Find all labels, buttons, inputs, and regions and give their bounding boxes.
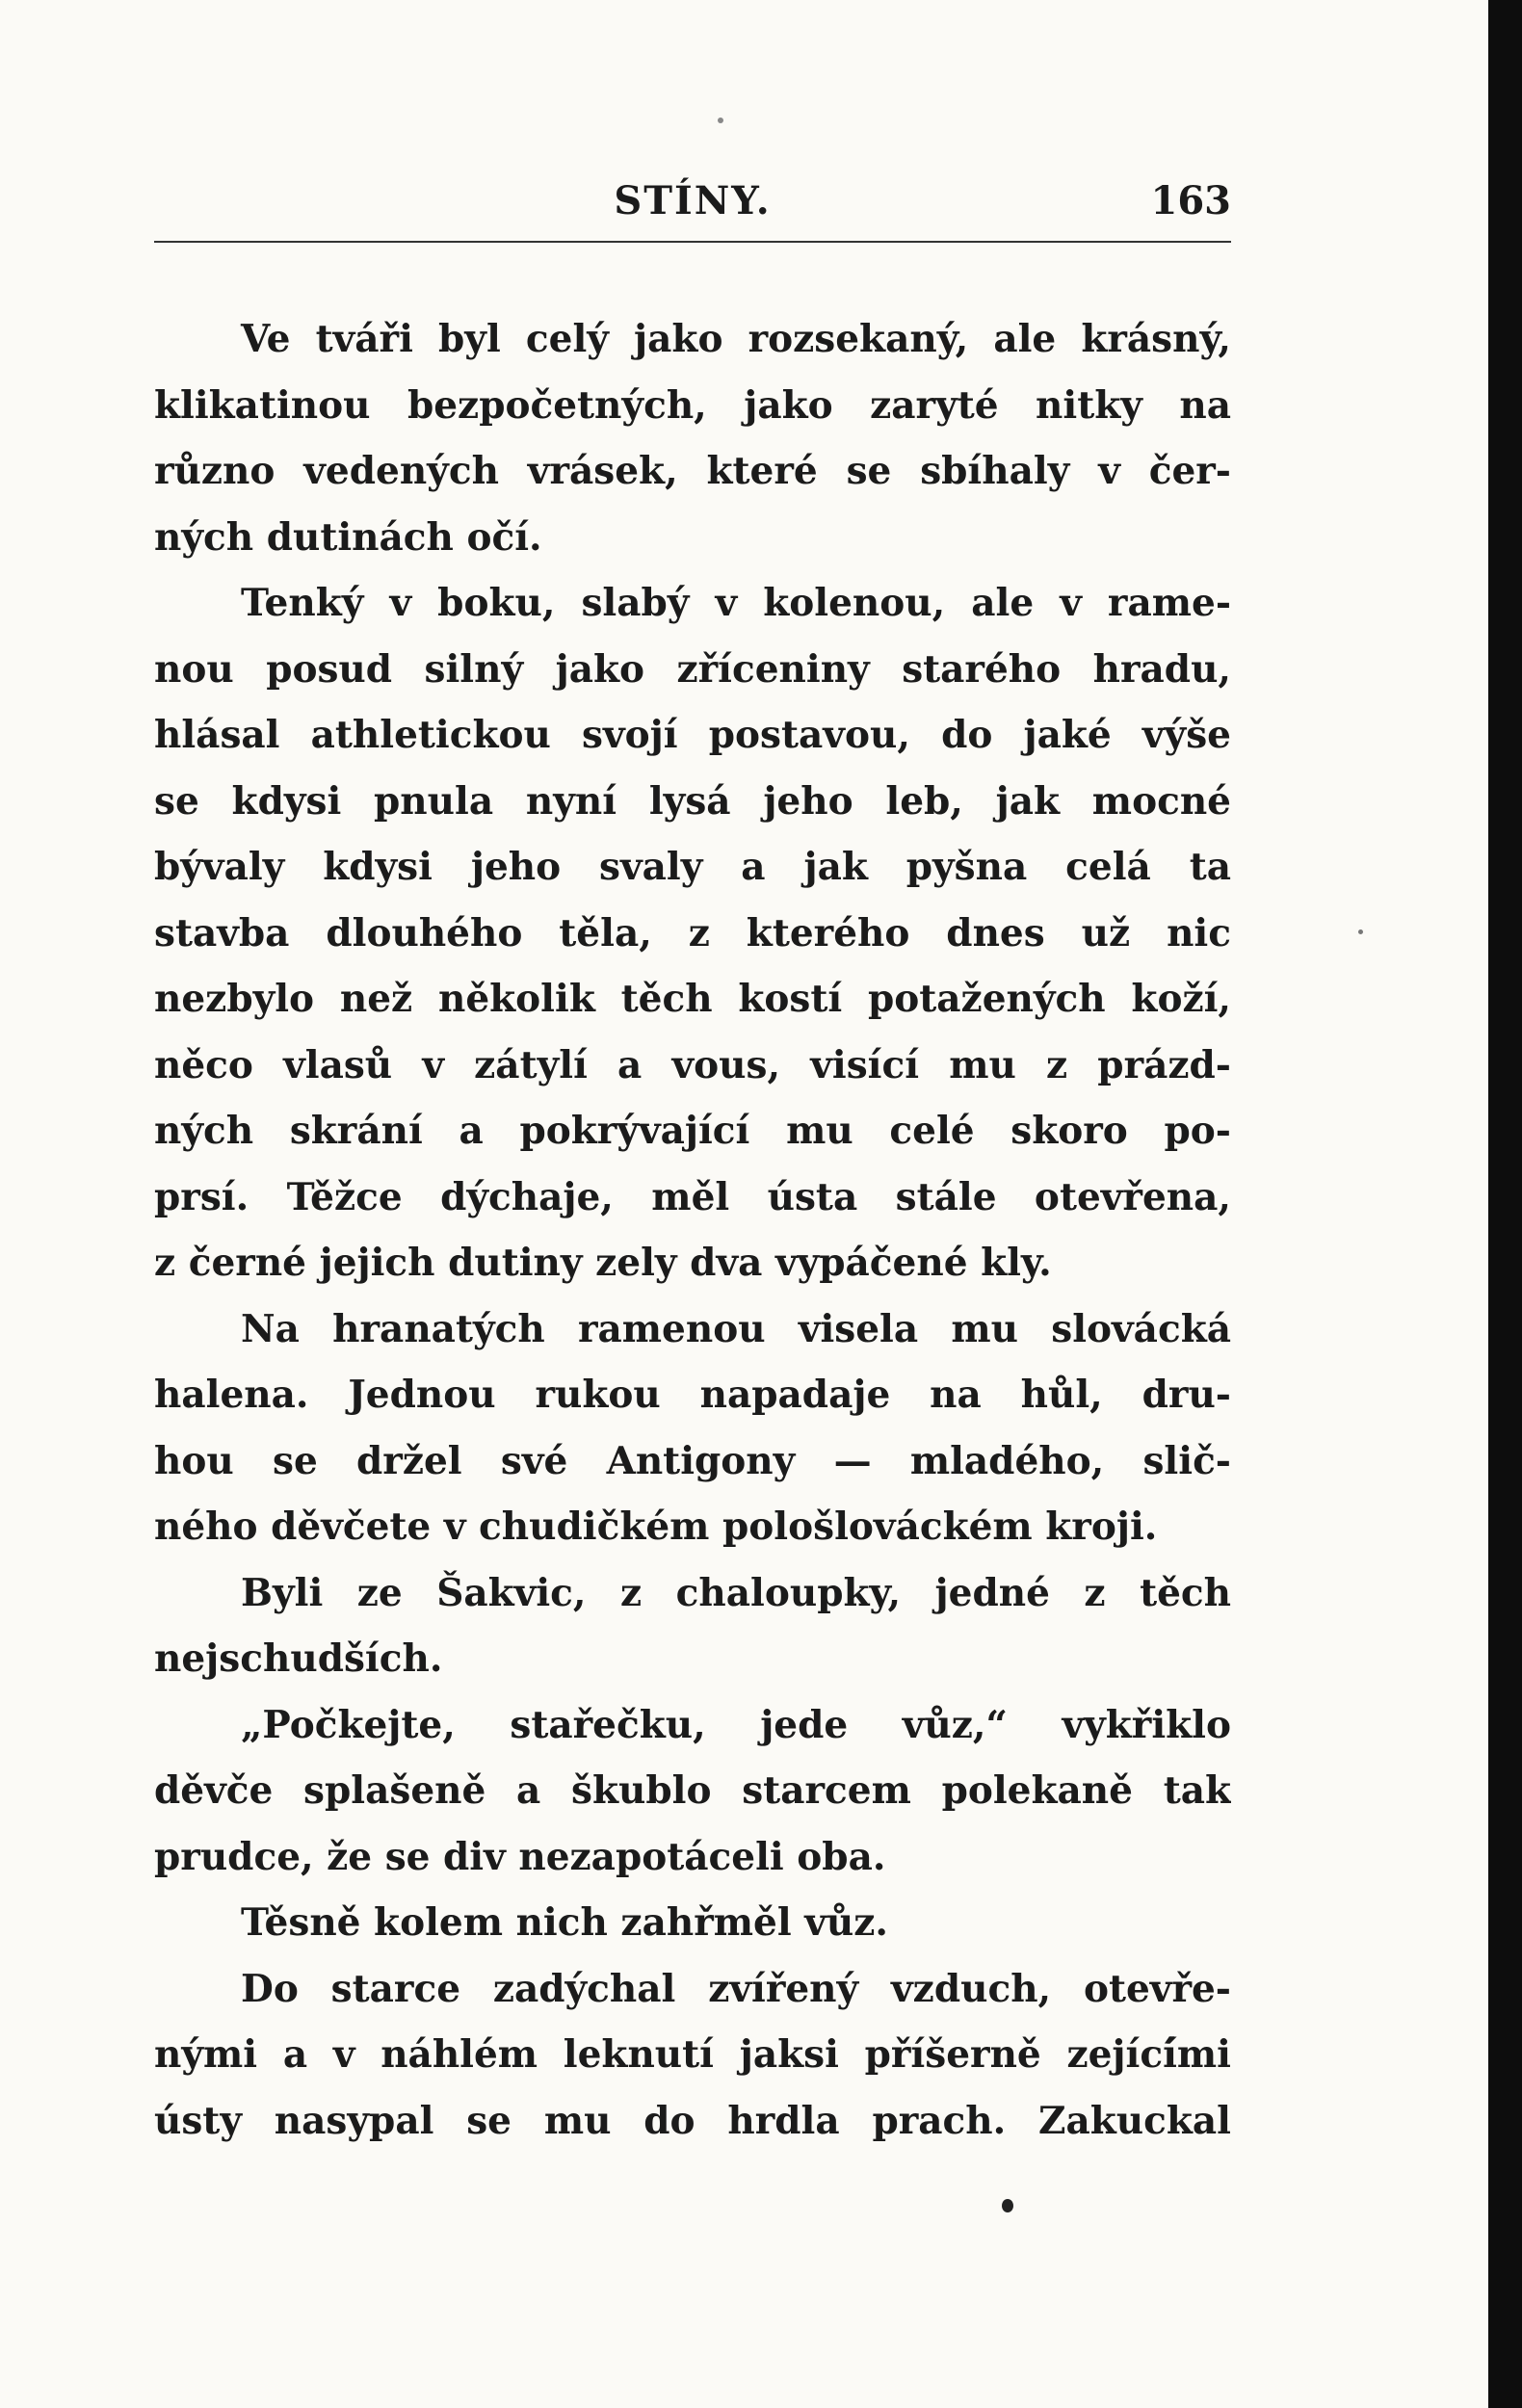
text-line: ných skrání a pokrývající mu celé skoro po- [154, 1109, 1231, 1153]
text-line: Na hranatých ramenou visela mu slovácká [241, 1306, 1231, 1351]
text-line: bývaly kdysi jeho svaly a jak pyšna celá ta [154, 845, 1231, 889]
text-line: hou se držel své Antigony — mladého, slič- [154, 1438, 1231, 1483]
text-line: nejschudších. [154, 1636, 443, 1681]
print-speck [1002, 2199, 1013, 2212]
running-title: STÍNY. [614, 178, 772, 223]
text-line: klikatinou bezpočetných, jako zaryté nitky na [154, 382, 1231, 428]
text-line: „Počkejte, stařečku, jede vůz,“ vykřiklo [241, 1702, 1231, 1747]
text-line: stavba dlouhého těla, z kterého dnes už nic [154, 910, 1231, 955]
text-line: nými a v náhlém leknutí jaksi příšerně zející́mi [154, 2032, 1231, 2077]
text-line: ných dutinách očí. [154, 514, 542, 560]
text-line: z černé jejich dutiny zely dva vypáčené kly. [154, 1241, 1052, 1285]
text-line: Těsně kolem nich zahřměl vůz. [241, 1900, 888, 1945]
header-rule [154, 241, 1231, 243]
text-line: Ve tváři byl celý jako rozsekaný, ale krásný, [241, 317, 1231, 361]
print-speck [1358, 929, 1363, 934]
scan-border [1488, 0, 1522, 2408]
text-line: prudce, že se div nezapotáceli oba. [154, 1834, 886, 1879]
body-text [154, 306, 1231, 2154]
text-line: prsí. Těžce dýchaje, měl ústa stále otevřena, [154, 1174, 1231, 1219]
text-line: hlásal athletickou svojí postavou, do jaké výše [154, 713, 1231, 757]
text-line: ného děvčete v chudičkém pološlováckém kroji. [154, 1505, 1158, 1549]
print-speck [718, 118, 723, 123]
text-line: ústy nasypal se mu do hrdla prach. Zakuckal [154, 2098, 1231, 2143]
text-line: se kdysi pnula nyní lysá jeho leb, jak mocné [154, 778, 1231, 824]
text-line: Tenký v boku, slabý v kolenou, ale v rame- [241, 581, 1231, 625]
page-header [154, 178, 1231, 236]
text-line: děvče splašeně a škublo starcem polekaně tak [154, 1768, 1231, 1813]
text-line: různo vedených vrásek, které se sbíhaly v čer- [154, 449, 1231, 493]
text-line: Do starce zadýchal zvířený vzduch, otevře- [241, 1966, 1231, 2011]
text-line: nou posud silný jako zříceniny starého hradu, [154, 646, 1231, 692]
text-line: halena. Jednou rukou napadaje na hůl, dru- [154, 1373, 1231, 1417]
text-line: Byli ze Šakvic, z chaloupky, jedné z těch [241, 1570, 1231, 1615]
text-line: něco vlasů v zátylí a vous, visící mu z prázd- [154, 1042, 1231, 1087]
page-number: 163 [1150, 178, 1231, 223]
text-line: nezbylo než několik těch kostí potažených koží, [154, 977, 1231, 1021]
